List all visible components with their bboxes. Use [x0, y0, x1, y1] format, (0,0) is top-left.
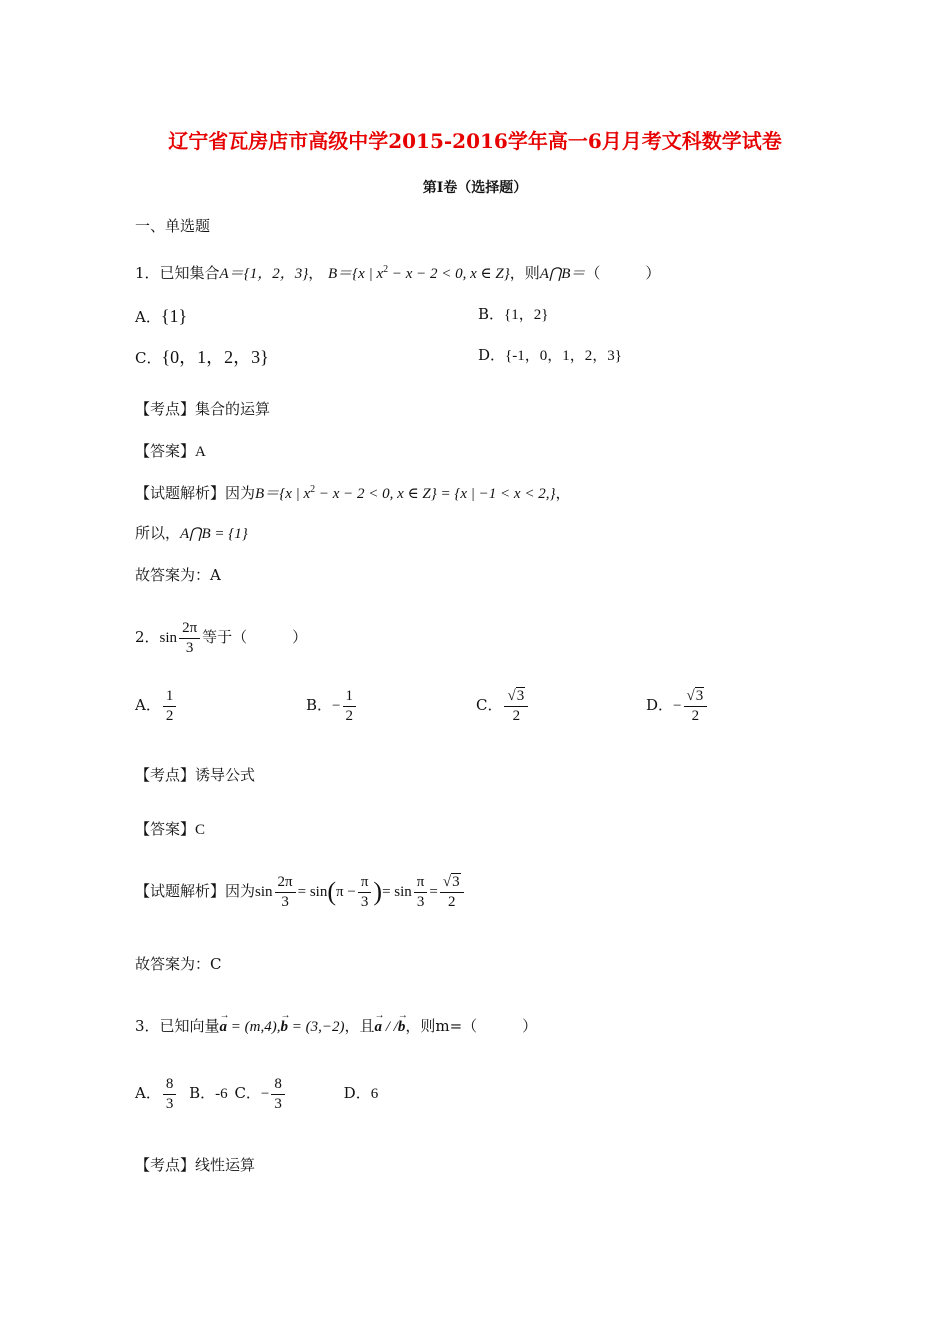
q2-a-num1: 2π [275, 874, 296, 893]
q2-frac-num: 2π [179, 620, 200, 639]
q2-sin: sin [159, 630, 178, 646]
q2-answer-label: 【答案】 [135, 820, 196, 838]
q1-ask-expr: A⋂B＝ [539, 266, 586, 282]
q2-option-b-label: B． [306, 696, 333, 714]
q2-answer-text: C [195, 822, 206, 838]
q2-option-c: C． $\frac{√3}{2}$ [476, 688, 530, 724]
q2-option-b-den: 2 [345, 707, 353, 724]
q3-ask: ，则m=（ ） [405, 1017, 538, 1035]
q2-option-a [135, 688, 178, 724]
question-2 [135, 620, 307, 656]
q1-analysis-sup: 2 [310, 484, 316, 495]
q1-analysis [135, 485, 570, 502]
q1-option-d-label: D． [478, 346, 506, 364]
q2-prefix: 2． [135, 628, 160, 646]
q2-option-c-num: 3 [516, 688, 525, 704]
q1-set-b-sup: 2 [383, 264, 389, 275]
q2-analysis-label: 【试题解析】 [135, 882, 226, 900]
q1-option-a-text: {1} [160, 306, 188, 326]
q3-par-b: → b [398, 1020, 406, 1035]
q1-analysis-expr2: − x − 2 < 0, x ∈ Z} = {x | −1 < x < 2,} [315, 486, 556, 502]
q2-a-eq2: = sin [382, 884, 412, 900]
question-1 [135, 265, 660, 282]
q1-option-d [478, 348, 622, 364]
q1-option-b-label: B． [478, 305, 505, 323]
q2-a-den3: 3 [416, 893, 425, 910]
q1-option-a-label: A． [135, 308, 161, 326]
q2-a-num4: 3 [452, 874, 460, 890]
section-subtitle: 第I卷（选择题） [422, 180, 528, 196]
q3-prefix: 3．已知向量 [135, 1017, 220, 1035]
q2-option-a-den: 2 [165, 707, 174, 724]
q3-mid: ，且 [344, 1017, 375, 1035]
q2-a-num3: π [414, 874, 428, 893]
q3-option-d-text: 6 [370, 1086, 379, 1102]
q3-eq2: = (3,−2) [288, 1019, 345, 1035]
q3-option-b-text: -6 [215, 1086, 228, 1102]
q2-a-den2: 3 [360, 893, 369, 910]
q2-suffix: 等于（ ） [202, 628, 308, 646]
q2-a-rparen: ) [373, 877, 383, 906]
q3-kaodian-label: 【考点】 [135, 1156, 196, 1174]
q1-answer [135, 444, 206, 460]
q3-option-c-den: 3 [274, 1095, 282, 1112]
q3-par-sep: / / [382, 1019, 398, 1035]
q2-option-b [306, 688, 358, 724]
section-heading: 一、单选题 [135, 217, 211, 235]
q2-a-eq1: = sin [297, 884, 328, 900]
q1-option-c-text: {0，1，2，3} [161, 347, 269, 367]
q1-option-d-text: {-1，0，1，2，3} [505, 348, 622, 364]
q2-a-lparen: ( [327, 877, 337, 906]
q2-option-c-label: C． [476, 696, 503, 714]
q2-option-c-den: 2 [512, 707, 521, 724]
q3-option-a-label: A． [135, 1084, 161, 1102]
q1-option-b [478, 307, 548, 323]
q2-a-sin1: sin [255, 884, 273, 900]
q1-prefix: 1．已知集合 [135, 264, 220, 282]
q2-option-b-sign: − [332, 698, 341, 714]
q2-a-pi: π − [336, 884, 356, 900]
q3-vec-b: → b [281, 1020, 289, 1035]
q1-so-text: 所以， [135, 524, 181, 542]
q1-option-c-label: C． [135, 349, 162, 367]
q1-analysis-label: 【试题解析】 [135, 484, 226, 502]
q2-option-d-num: 3 [695, 688, 704, 704]
q3-option-c-num: 8 [271, 1076, 285, 1095]
q1-analysis-pre: 因为 [225, 484, 256, 502]
q2-analysis: 【试题解析】因为sin $\frac{2\pi}{3}$ = sin(π − $\frac{\pi}{3}$ )= sin $\frac{\pi}{3}$ = $\frac{√3}{2}$ [135, 874, 466, 910]
q2-kaodian-text: 诱导公式 [195, 766, 256, 784]
q3-option-d-label: D． [343, 1084, 371, 1102]
q2-fraction [179, 620, 200, 656]
q1-option-a [135, 307, 187, 325]
q3-eq1: = (m,4), [227, 1019, 281, 1035]
q2-option-d-den: 2 [691, 707, 700, 724]
q2-option-d-sign: − [673, 698, 682, 714]
q2-analysis-pre: 因为 [225, 882, 256, 900]
q2-a-den1: 3 [281, 893, 289, 910]
q1-kaodian-text: 集合的运算 [195, 400, 271, 418]
q2-option-a-label: A． [135, 696, 161, 714]
q1-analysis-end: ， [555, 484, 571, 502]
document-title: 辽宁省瓦房店市高级中学2015-2016学年高一6月月考文科数学试卷 [168, 129, 782, 153]
q3-option-a-num: 8 [163, 1076, 177, 1095]
q1-option-b-text: {1，2} [504, 307, 549, 323]
q3-option-c-label: C． [234, 1084, 261, 1102]
q2-option-b-num: 1 [343, 688, 357, 707]
q3-vec-a: → a [220, 1020, 228, 1035]
q1-set-b-rest: − x − 2 < 0, x ∈ Z} [388, 266, 510, 282]
q1-ask-prefix: ，则 [509, 264, 540, 282]
q1-answer-label: 【答案】 [135, 442, 196, 460]
q2-final: 故答案为：C [135, 955, 222, 973]
q2-frac-den: 3 [185, 639, 194, 656]
q3-kaodian-text: 线性运算 [195, 1156, 256, 1174]
q1-set-b: B＝{x | x [328, 266, 384, 282]
q3-option-c-sign: − [260, 1086, 270, 1102]
q3-par-a: → a [375, 1020, 383, 1035]
q2-a-eq3: = [429, 884, 438, 900]
q1-set-a: A＝{1，2，3} [219, 266, 309, 282]
q1-so [135, 526, 248, 542]
q2-a-num2: π [358, 874, 372, 893]
q1-answer-text: A [195, 444, 206, 460]
q2-a-den4: 2 [447, 893, 456, 910]
q1-so-expr: A⋂B = {1} [180, 526, 248, 542]
q3-option-a-den: 3 [165, 1095, 174, 1112]
q1-analysis-expr1: B＝{x | x [255, 486, 311, 502]
q1-kaodian [135, 402, 270, 417]
q2-kaodian-label: 【考点】 [135, 766, 196, 784]
q3-option-b-label: B． [189, 1084, 216, 1102]
q2-option-a-num: 1 [163, 688, 177, 707]
q2-option-d-label: D． [646, 696, 674, 714]
q3-kaodian [135, 1158, 255, 1173]
question-3 [135, 1019, 537, 1035]
q1-option-c [135, 348, 269, 366]
q2-option-d: D．− $\frac{√3}{2}$ [646, 688, 709, 724]
q2-kaodian [135, 768, 255, 783]
q1-paren: （ ） [585, 264, 661, 282]
q1-final: 故答案为：A [135, 566, 221, 584]
q2-answer [135, 822, 205, 838]
q3-options [135, 1076, 378, 1112]
q1-kaodian-label: 【考点】 [135, 400, 196, 418]
q1-comma: ， [308, 264, 324, 282]
